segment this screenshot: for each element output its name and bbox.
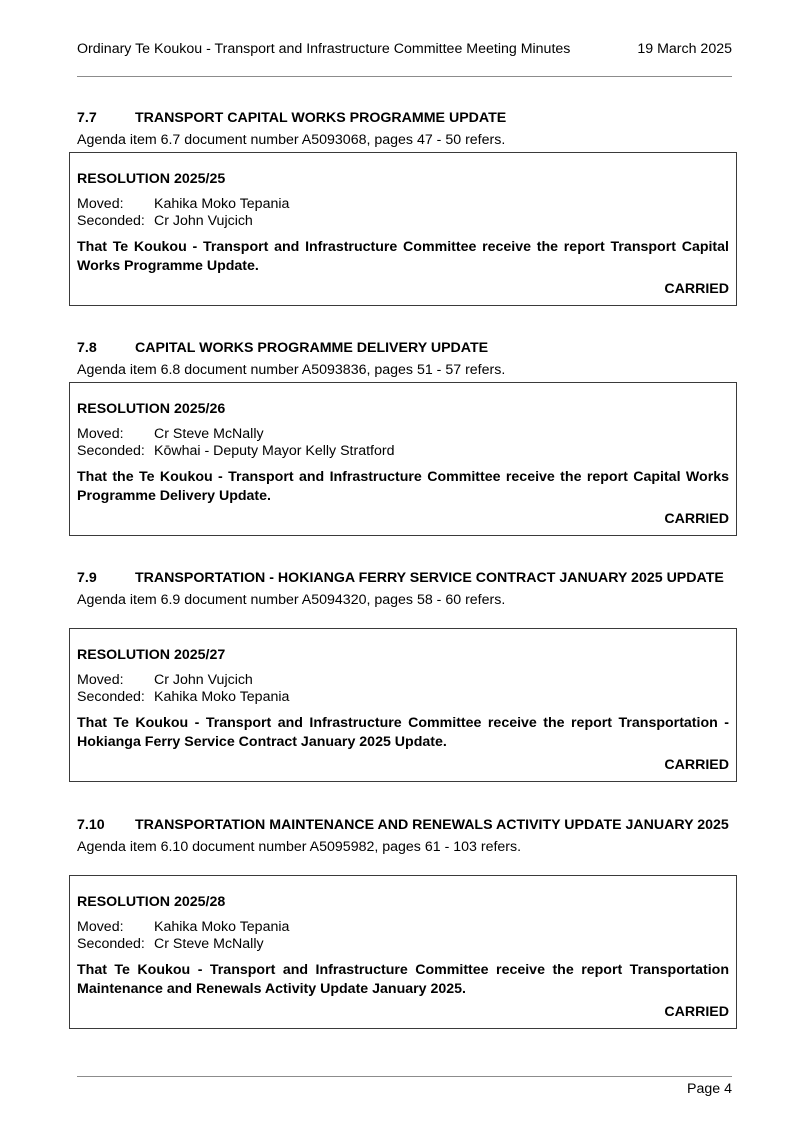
- item-section: [77, 110, 732, 149]
- meeting-date: 19 March 2025: [637, 41, 732, 57]
- seconded-label: Seconded:: [77, 936, 145, 952]
- agenda-reference: Agenda item 6.8 document number A5093836, pages 51 - 57 refers.: [77, 362, 506, 378]
- moved-by: Kahika Moko Tepania: [154, 196, 290, 212]
- moved-row: [77, 672, 729, 689]
- resolution-text: That the Te Koukou - Transport and Infrastructure Committee receive the report Capital Works Programme Delivery Update.: [77, 469, 729, 504]
- moved-row: [77, 919, 729, 936]
- resolution-number: RESOLUTION 2025/26: [77, 401, 226, 417]
- seconded-row: [77, 213, 729, 230]
- item-number: 7.7: [77, 110, 97, 126]
- seconded-row: [77, 936, 729, 953]
- moved-label: Moved:: [77, 426, 124, 442]
- resolution-text: That Te Koukou - Transport and Infrastructure Committee receive the report Transportation Maintenance and Renewals Activity Update January 2025.: [77, 962, 729, 997]
- resolution-box: [69, 382, 737, 536]
- item-heading: [77, 340, 732, 357]
- item-heading: [77, 110, 732, 127]
- agenda-reference: Agenda item 6.9 document number A5094320, pages 58 - 60 refers.: [77, 592, 506, 608]
- resolution-text: That Te Koukou - Transport and Infrastructure Committee receive the report Transport Capital Works Programme Update.: [77, 239, 729, 274]
- moved-by: Kahika Moko Tepania: [154, 919, 290, 935]
- resolution-text: That Te Koukou - Transport and Infrastructure Committee receive the report Transportation - Hokianga Ferry Service Contract January 2025 Update.: [77, 715, 729, 750]
- seconded-row: [77, 443, 729, 460]
- page-number: Page 4: [687, 1081, 732, 1097]
- seconded-label: Seconded:: [77, 213, 145, 229]
- resolution-number: RESOLUTION 2025/27: [77, 647, 226, 663]
- item-title: TRANSPORTATION MAINTENANCE AND RENEWALS ACTIVITY UPDATE JANUARY 2025: [135, 817, 729, 833]
- resolution-box: [69, 875, 737, 1029]
- item-title: TRANSPORTATION - HOKIANGA FERRY SERVICE CONTRACT JANUARY 2025 UPDATE: [135, 570, 724, 586]
- moved-by: Cr Steve McNally: [154, 426, 264, 442]
- seconded-label: Seconded:: [77, 689, 145, 705]
- item-section: [77, 340, 732, 379]
- page-footer: [77, 1076, 732, 1097]
- item-number: 7.9: [77, 570, 97, 586]
- moved-label: Moved:: [77, 196, 124, 212]
- item-number: 7.10: [77, 817, 105, 833]
- resolution-box: [69, 628, 737, 782]
- resolution-status: CARRIED: [664, 757, 729, 773]
- resolution-number: RESOLUTION 2025/28: [77, 894, 226, 910]
- moved-label: Moved:: [77, 672, 124, 688]
- agenda-reference: Agenda item 6.10 document number A5095982, pages 61 - 103 refers.: [77, 839, 522, 855]
- item-section: [77, 570, 732, 609]
- item-section: [77, 817, 732, 856]
- moved-row: [77, 426, 729, 443]
- seconded-by: Cr Steve McNally: [154, 936, 264, 952]
- moved-label: Moved:: [77, 919, 124, 935]
- resolution-status: CARRIED: [664, 511, 729, 527]
- seconded-by: Cr John Vujcich: [154, 213, 253, 229]
- seconded-by: Kōwhai - Deputy Mayor Kelly Stratford: [154, 443, 395, 459]
- item-title: CAPITAL WORKS PROGRAMME DELIVERY UPDATE: [135, 340, 489, 356]
- seconded-label: Seconded:: [77, 443, 145, 459]
- document-title: Ordinary Te Koukou - Transport and Infrastructure Committee Meeting Minutes: [77, 41, 571, 57]
- item-heading: [77, 817, 732, 834]
- resolution-box: [69, 152, 737, 306]
- item-title: TRANSPORT CAPITAL WORKS PROGRAMME UPDATE: [135, 110, 507, 126]
- item-number: 7.8: [77, 340, 97, 356]
- moved-row: [77, 196, 729, 213]
- seconded-row: [77, 689, 729, 706]
- agenda-reference: Agenda item 6.7 document number A5093068, pages 47 - 50 refers.: [77, 132, 506, 148]
- moved-by: Cr John Vujcich: [154, 672, 253, 688]
- page-header: [77, 38, 732, 77]
- resolution-status: CARRIED: [664, 281, 729, 297]
- seconded-by: Kahika Moko Tepania: [154, 689, 290, 705]
- item-heading: [77, 570, 732, 587]
- resolution-status: CARRIED: [664, 1004, 729, 1020]
- resolution-number: RESOLUTION 2025/25: [77, 171, 226, 187]
